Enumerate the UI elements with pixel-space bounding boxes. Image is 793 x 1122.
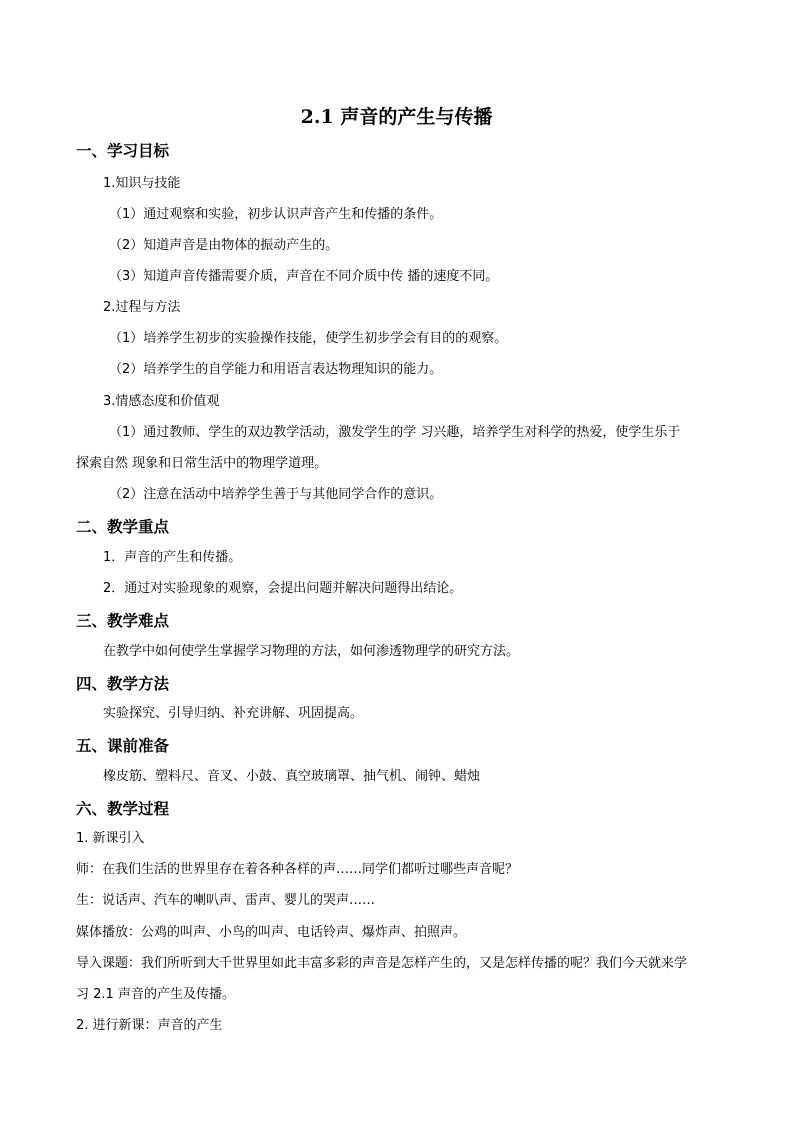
paragraph: 生：说话声、汽车的喇叭声、雷声、婴儿的哭声…… xyxy=(76,893,376,908)
paragraph: （2）注意在活动中培养学生善于与其他同学合作的意识。 xyxy=(109,487,443,502)
document-title: 2.1 声音的产生与传播 xyxy=(300,106,493,128)
paragraph: 橡皮筋、塑料尺、音叉、小鼓、真空玻璃罩、抽气机、闹钟、蜡烛 xyxy=(103,769,481,784)
paragraph: 实验探究、引导归纳、补充讲解、巩固提高。 xyxy=(103,706,364,721)
paragraph: 媒体播放：公鸡的叫声、小鸟的叫声、电话铃声、爆炸声、拍照声。 xyxy=(76,925,467,940)
paragraph: （1）通过观察和实验，初步认识声音产生和传播的条件。 xyxy=(109,207,443,222)
heading-teaching-focus: 二、教学重点 xyxy=(76,518,170,536)
paragraph: （1）培养学生初步的实验操作技能，使学生初步学会有目的的观察。 xyxy=(109,331,508,346)
paragraph: （2）知道声音是由物体的振动产生的。 xyxy=(109,238,339,253)
paragraph: 在教学中如何使学生掌握学习物理的方法，如何渗透物理学的研究方法。 xyxy=(103,644,520,659)
paragraph: 1. 新课引入 xyxy=(76,831,145,846)
heading-teaching-methods: 四、教学方法 xyxy=(76,675,170,693)
subheading-knowledge-skills: 1.知识与技能 xyxy=(103,176,181,191)
subheading-process-methods: 2.过程与方法 xyxy=(103,300,181,315)
paragraph: 探索自然 现象和日常生活中的物理学道理。 xyxy=(76,456,328,471)
paragraph: 习 2.1 声音的产生及传播。 xyxy=(76,987,235,1002)
paragraph: 2. 进行新课：声音的产生 xyxy=(76,1018,223,1033)
paragraph: （2）培养学生的自学能力和用语言表达物理知识的能力。 xyxy=(109,362,443,377)
heading-preparation: 五、课前准备 xyxy=(76,737,170,755)
paragraph: 导入课题：我们所听到大千世界里如此丰富多彩的声音是怎样产生的，又是怎样传播的呢？我们今天就来学 xyxy=(76,956,688,971)
paragraph: 师：在我们生活的世界里存在着各种各样的声……同学们都听过哪些声音呢？ xyxy=(76,862,519,877)
heading-teaching-process: 六、教学过程 xyxy=(76,800,170,818)
subheading-attitude-values: 3.情感态度和价值观 xyxy=(103,394,220,409)
paragraph: （3）知道声音传播需要介质，声音在不同介质中传 播的速度不同。 xyxy=(109,269,499,284)
paragraph: （1）通过教师、学生的双边教学活动，激发学生的学 习兴趣，培养学生对科学的热爱，使学生乐于 xyxy=(109,425,681,440)
heading-learning-goals: 一、学习目标 xyxy=(76,142,170,160)
heading-teaching-difficulty: 三、教学难点 xyxy=(76,612,170,630)
paragraph: 2．通过对实验现象的观察，会提出问题并解决问题得出结论。 xyxy=(103,581,463,596)
paragraph: 1．声音的产生和传播。 xyxy=(103,550,242,565)
